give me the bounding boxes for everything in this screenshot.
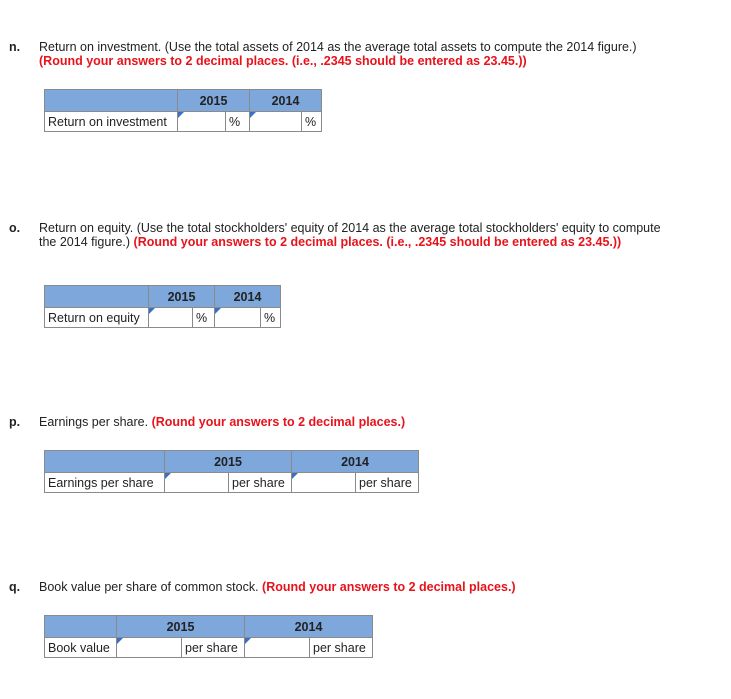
unit-label: per share	[182, 638, 245, 658]
table-header-row	[45, 286, 281, 308]
input-flag-icon	[165, 473, 171, 479]
table-header-row	[45, 616, 373, 638]
table-row	[45, 308, 281, 328]
question-q	[9, 580, 664, 594]
rounding-note: (Round your answers to 2 decimal places.)	[262, 580, 516, 594]
header-blank-cell	[45, 90, 178, 112]
rounding-note: (Round your answers to 2 decimal places. (i.e., .2345 should be entered as 23.45.))	[133, 235, 622, 249]
eps-2014-input[interactable]	[292, 473, 355, 492]
question-text: Book value per share of common stock.	[39, 580, 259, 594]
rounding-note: (Round your answers to 2 decimal places.)	[151, 415, 406, 429]
rounding-note: (Round your answers to 2 decimal places. (i.e., .2345 should be entered as 23.45.))	[39, 54, 527, 68]
roi-2014-input[interactable]	[250, 112, 301, 131]
question-letter: p.	[9, 415, 21, 429]
header-blank-cell	[45, 451, 165, 473]
roi-2015-input-cell[interactable]	[178, 112, 226, 132]
header-year-2014: 2014	[215, 286, 281, 308]
header-year-2014: 2014	[250, 90, 322, 112]
question-text: Return on equity. (Use the total stockholders' equity of 2014 as the average total stockholders' equity to compute the 2014 figure.)	[39, 221, 661, 249]
question-letter: q.	[9, 580, 21, 594]
input-flag-icon	[292, 473, 298, 479]
input-flag-icon	[149, 308, 155, 314]
unit-label: per share	[356, 473, 419, 493]
question-letter: n.	[9, 40, 21, 54]
eps-table	[44, 450, 419, 493]
bv-2014-input-cell[interactable]	[245, 638, 310, 658]
bv-2015-input-cell[interactable]	[117, 638, 182, 658]
header-year-2014: 2014	[245, 616, 373, 638]
roe-2015-input[interactable]	[149, 308, 192, 327]
eps-2015-input-cell[interactable]	[165, 473, 229, 493]
eps-2015-input[interactable]	[165, 473, 228, 492]
book-value-table	[44, 615, 373, 658]
row-label: Book value	[45, 638, 117, 658]
roe-2015-input-cell[interactable]	[149, 308, 193, 328]
input-flag-icon	[245, 638, 251, 644]
question-n	[9, 40, 664, 68]
input-flag-icon	[215, 308, 221, 314]
table-row	[45, 638, 373, 658]
question-text: Earnings per share.	[39, 415, 149, 429]
table-header-row	[45, 451, 419, 473]
roe-2014-input-cell[interactable]	[215, 308, 261, 328]
header-year-2015: 2015	[117, 616, 245, 638]
header-year-2015: 2015	[178, 90, 250, 112]
input-flag-icon	[178, 112, 184, 118]
question-o	[9, 221, 664, 249]
input-flag-icon	[117, 638, 123, 644]
header-year-2014: 2014	[292, 451, 419, 473]
unit-label: %	[302, 112, 322, 132]
row-label: Return on investment	[45, 112, 178, 132]
bv-2015-input[interactable]	[117, 638, 181, 657]
bv-2014-input[interactable]	[245, 638, 309, 657]
question-letter: o.	[9, 221, 21, 235]
unit-label: %	[193, 308, 215, 328]
question-p	[9, 415, 664, 429]
roe-2014-input[interactable]	[215, 308, 260, 327]
unit-label: %	[226, 112, 250, 132]
input-flag-icon	[250, 112, 256, 118]
roi-2014-input-cell[interactable]	[250, 112, 302, 132]
roi-2015-input[interactable]	[178, 112, 225, 131]
roe-table	[44, 285, 281, 328]
row-label: Earnings per share	[45, 473, 165, 493]
table-row	[45, 473, 419, 493]
question-text: Return on investment. (Use the total assets of 2014 as the average total assets to compute the 2014 figure.)	[39, 40, 637, 54]
table-row	[45, 112, 322, 132]
unit-label: %	[261, 308, 281, 328]
unit-label: per share	[229, 473, 292, 493]
header-blank-cell	[45, 286, 149, 308]
row-label: Return on equity	[45, 308, 149, 328]
roi-table	[44, 89, 322, 132]
header-year-2015: 2015	[165, 451, 292, 473]
header-year-2015: 2015	[149, 286, 215, 308]
table-header-row	[45, 90, 322, 112]
eps-2014-input-cell[interactable]	[292, 473, 356, 493]
header-blank-cell	[45, 616, 117, 638]
unit-label: per share	[310, 638, 373, 658]
